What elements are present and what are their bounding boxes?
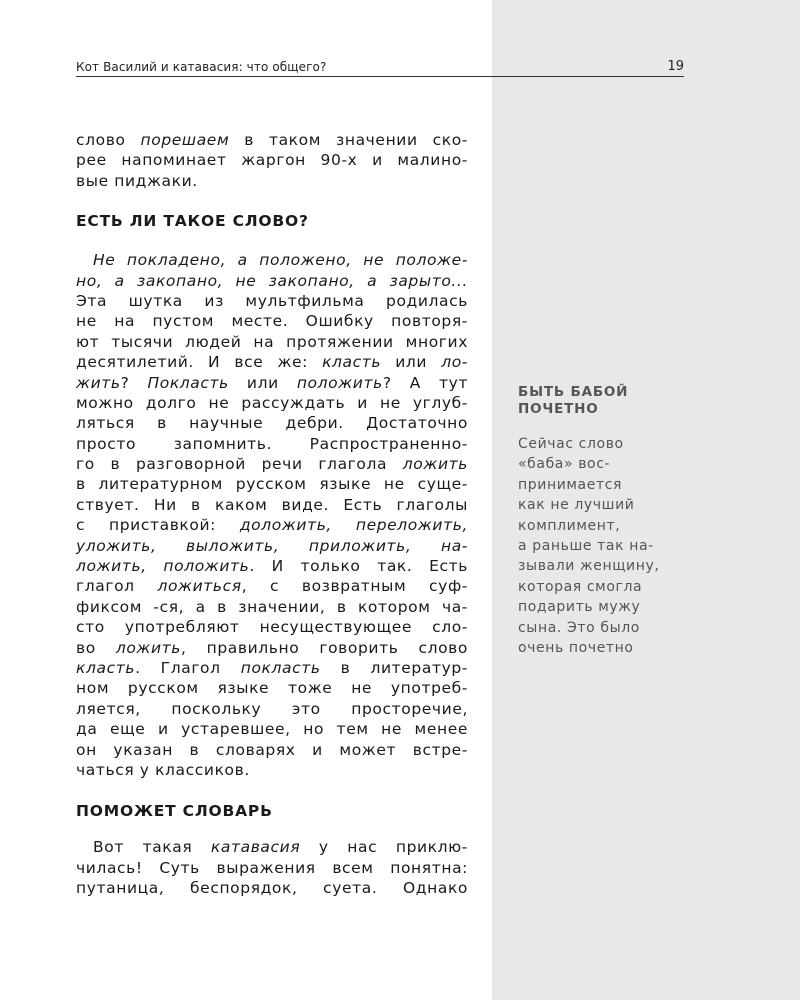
sidebar-heading-line: БЫТЬ БАБОЙ bbox=[518, 384, 629, 400]
text-line: ляется, поскольку это просторечие, bbox=[76, 699, 468, 718]
text-line: класть. Глагол покласть в литератур- bbox=[76, 658, 469, 677]
sidebar-text-line: комплимент, bbox=[518, 517, 621, 534]
sidebar-text-line: «баба» вос- bbox=[518, 456, 611, 473]
italic-term: Не покладено, а положено, не положе- bbox=[93, 251, 468, 270]
text-line: слово порешаем в таком значении ско- bbox=[76, 131, 469, 149]
text-line: он указан в словарях и может встре- bbox=[76, 740, 468, 759]
text-line: да еще и устаревшее, но тем не менее bbox=[76, 720, 468, 739]
italic-term: ложить bbox=[115, 638, 182, 657]
text-line: ложить, положить. И только так. Есть bbox=[76, 557, 468, 576]
text-line: сто употребляют несуществующее сло- bbox=[76, 618, 468, 637]
italic-term: Покласть bbox=[147, 373, 229, 392]
section2-paragraph bbox=[76, 837, 468, 898]
italic-term: класть bbox=[76, 658, 136, 677]
text-line: десятилетий. И все же: класть или ло- bbox=[76, 353, 468, 372]
sidebar-text-line: очень почетно bbox=[518, 639, 634, 656]
running-head-title: Кот Василий и катавасия: что общего? bbox=[76, 60, 327, 74]
italic-term: ложить, положить bbox=[76, 557, 250, 576]
text-line: в литературном русском языке не суще- bbox=[76, 475, 468, 494]
text-line bbox=[76, 271, 468, 291]
intro-paragraph bbox=[76, 130, 468, 191]
text-line: чилась! Суть выражения всем понятна: bbox=[76, 858, 468, 877]
text-line: рее напоминает жаргон 90-х и малино- bbox=[76, 151, 468, 170]
text-line: вые пиджаки. bbox=[76, 171, 198, 190]
sidebar-text-line: Сейчас слово bbox=[518, 436, 624, 452]
text-line: ствует. Ни в каком виде. Есть глаголы bbox=[76, 495, 468, 514]
text-line: с приставкой: доложить, переложить, bbox=[76, 516, 468, 535]
section-heading-dictionary-will-help: ПОМОЖЕТ СЛОВАРЬ bbox=[76, 802, 273, 821]
sidebar-text bbox=[518, 434, 768, 658]
sidebar-text-line: как не лучший bbox=[518, 497, 635, 514]
italic-term: положить bbox=[296, 373, 383, 392]
section-heading-is-there-such-word: ЕСТЬ ЛИ ТАКОЕ СЛОВО? bbox=[76, 212, 309, 231]
text-line: ном русском языке тоже не употреб- bbox=[76, 679, 468, 698]
text-line bbox=[76, 536, 468, 556]
text-line: фиксом -ся, а в значении, в котором ча- bbox=[76, 597, 468, 616]
text-line: ляться в научные дебри. Достаточно bbox=[76, 414, 468, 433]
page-number: 19 bbox=[667, 59, 684, 74]
italic-term: покласть bbox=[240, 658, 321, 677]
sidebar-box bbox=[518, 384, 768, 658]
text-line: ют тысячи людей на протяжении многих bbox=[76, 332, 468, 351]
text-line: не на пустом месте. Ошибку повторя- bbox=[76, 312, 468, 331]
sidebar-text-line: принимается bbox=[518, 476, 623, 493]
text-line: чаться у классиков. bbox=[76, 760, 250, 779]
sidebar-text-line: зывали женщину, bbox=[518, 558, 660, 575]
text-line: глагол ложиться, с возвратным суф- bbox=[76, 577, 468, 596]
italic-term: класть bbox=[322, 353, 382, 372]
italic-term: ложиться bbox=[157, 577, 242, 596]
italic-term: порешаем bbox=[140, 131, 230, 149]
text-line: го в разговорной речи глагола ложить bbox=[76, 455, 468, 474]
text-line: можно долго не рассуждать и не углуб- bbox=[76, 393, 468, 412]
italic-term: ло- bbox=[441, 353, 468, 372]
text-line: Вот такая катавасия у нас приклю- bbox=[93, 838, 468, 857]
text-line: Эта шутка из мультфильма родилась bbox=[76, 291, 468, 310]
sidebar-heading-line: ПОЧЕТНО bbox=[518, 401, 599, 417]
sidebar-text-line: а раньше так на- bbox=[518, 537, 654, 554]
sidebar-text-line: которая смогла bbox=[518, 578, 643, 595]
running-head bbox=[76, 60, 684, 77]
main-column bbox=[76, 130, 468, 899]
text-line bbox=[76, 250, 468, 270]
sidebar-text-line: сына. Это было bbox=[518, 619, 640, 636]
section1-paragraph bbox=[76, 250, 468, 780]
sidebar-heading bbox=[518, 384, 768, 418]
italic-term: уложить, выложить, приложить, на- bbox=[76, 536, 468, 555]
italic-term: но, а закопано, не закопано, а зарыто... bbox=[76, 271, 468, 290]
italic-term: катавасия bbox=[210, 838, 301, 857]
text-line: путаница, беспорядок, суета. Однако bbox=[76, 879, 468, 898]
italic-term: ложить bbox=[402, 455, 468, 474]
italic-term: жить bbox=[76, 373, 121, 392]
text-line: жить? Покласть или положить? А тут bbox=[76, 373, 468, 392]
text-line: во ложить, правильно говорить слово bbox=[76, 638, 468, 657]
italic-term: доложить, переложить, bbox=[239, 516, 468, 535]
sidebar-text-line: подарить мужу bbox=[518, 599, 641, 616]
text-line: просто запомнить. Распространенно- bbox=[76, 434, 468, 453]
